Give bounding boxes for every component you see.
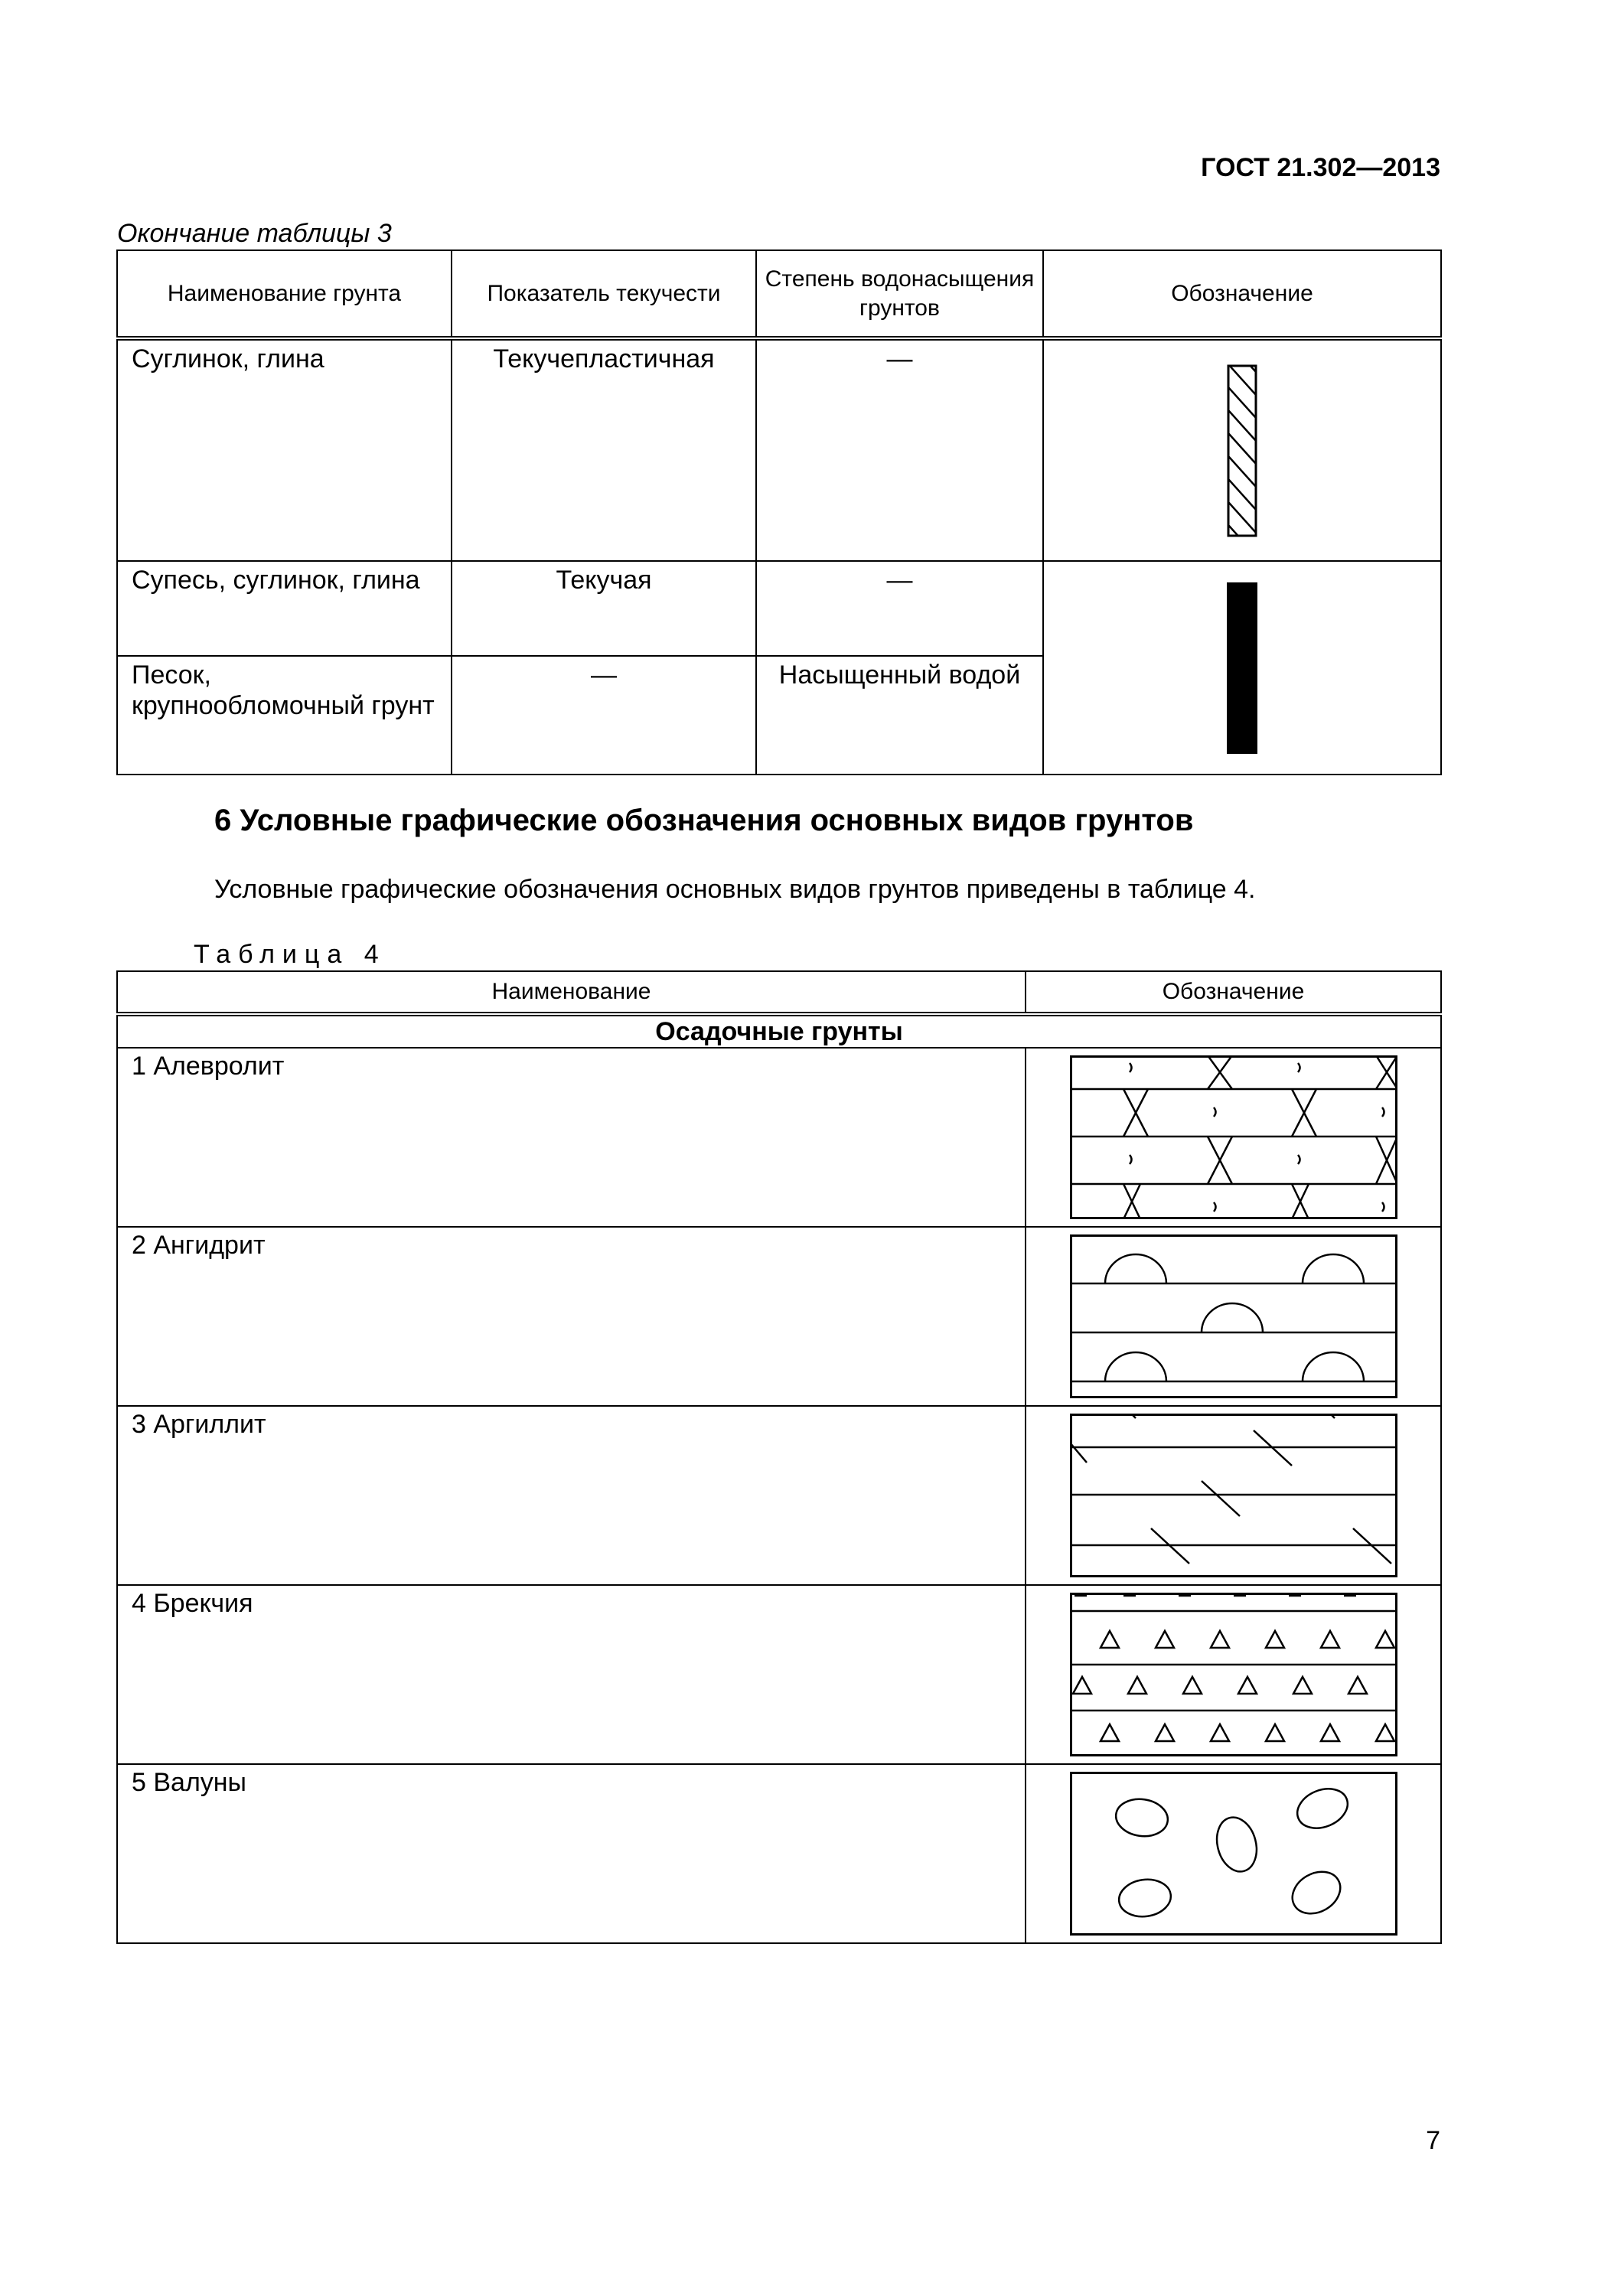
table4-col-name: Наименование	[117, 971, 1026, 1014]
table3-col-symbol: Обозначение	[1043, 250, 1441, 338]
fluidity-value: Текучая	[452, 561, 756, 656]
section-text: Условные графические обозначения основных видов грунтов приведены в таблице 4.	[214, 875, 1256, 904]
group-row	[117, 1014, 1441, 1048]
table4-header-row	[117, 971, 1441, 1014]
table3-col-fluidity: Показатель текучести	[452, 250, 756, 338]
table4-caption: Таблица 4	[194, 940, 386, 969]
table4	[116, 970, 1442, 1944]
table-row	[117, 1048, 1441, 1227]
table3-caption: Окончание таблицы 3	[117, 219, 392, 248]
soil-name: Суглинок, глина	[117, 338, 452, 561]
table3	[116, 249, 1442, 775]
soil-name: 2 Ангидрит	[117, 1227, 1026, 1406]
boulders-symbol	[1026, 1764, 1441, 1943]
fluidity-value: —	[452, 656, 756, 775]
hatched-bar-symbol	[1043, 338, 1441, 561]
table3-col-saturation: Степень водонасыщения грунтов	[756, 250, 1043, 338]
table-row	[117, 1764, 1441, 1943]
table3-col-name: Наименование грунта	[117, 250, 452, 338]
saturation-value: —	[756, 561, 1043, 656]
soil-name: 4 Брекчия	[117, 1585, 1026, 1764]
table-row	[117, 1227, 1441, 1406]
argillite-symbol	[1026, 1406, 1441, 1585]
hatched-bar-icon	[1227, 364, 1257, 537]
breccia-symbol	[1026, 1585, 1441, 1764]
breccia-pattern-icon	[1070, 1593, 1397, 1756]
table-row	[117, 1406, 1441, 1585]
saturation-value: Насыщенный водой	[756, 656, 1043, 775]
boulders-pattern-icon	[1070, 1772, 1397, 1936]
anhydrite-symbol	[1026, 1227, 1441, 1406]
soil-name: 1 Алевролит	[117, 1048, 1026, 1227]
soil-name: 5 Валуны	[117, 1764, 1026, 1943]
section-title: 6 Условные графические обозначения основных видов грунтов	[214, 804, 1194, 837]
table-row	[117, 1585, 1441, 1764]
anhydrite-pattern-icon	[1070, 1234, 1397, 1398]
table4-col-symbol: Обозначение	[1026, 971, 1441, 1014]
solid-bar-icon	[1227, 582, 1257, 754]
solid-bar-symbol	[1043, 561, 1441, 775]
table3-header-row	[117, 250, 1441, 338]
page-number: 7	[1426, 2126, 1440, 2155]
soil-name: 3 Аргиллит	[117, 1406, 1026, 1585]
soil-name: Песок, крупнообломочный грунт	[117, 656, 452, 775]
saturation-value: —	[756, 338, 1043, 561]
soil-name: Супесь, суглинок, глина	[117, 561, 452, 656]
table-row	[117, 561, 1441, 656]
siltstone-pattern-icon	[1070, 1055, 1397, 1219]
siltstone-symbol	[1026, 1048, 1441, 1227]
table-row	[117, 338, 1441, 561]
argillite-pattern-icon	[1070, 1414, 1397, 1577]
fluidity-value: Текучепластичная	[452, 338, 756, 561]
group-title: Осадочные грунты	[117, 1014, 1441, 1048]
document-id: ГОСТ 21.302—2013	[1201, 153, 1440, 182]
